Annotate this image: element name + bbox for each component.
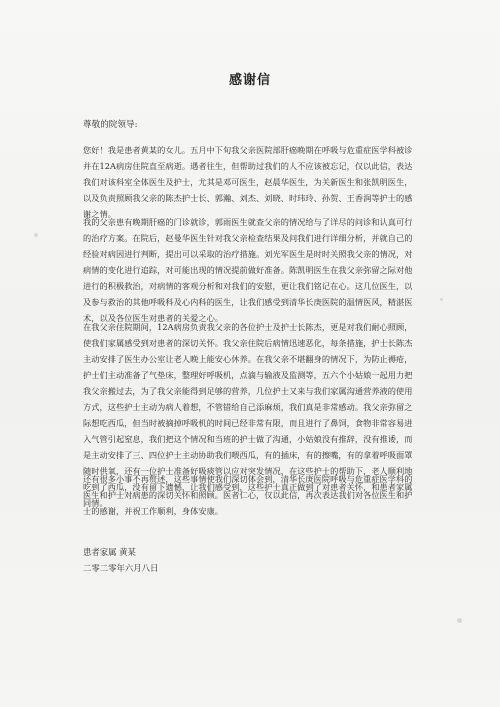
scan-speck	[440, 298, 443, 301]
date: 二零二零年六月八日	[83, 563, 159, 573]
signature: 患者家属 黄某	[83, 547, 136, 557]
paragraph-3: 在我父亲住院期间，12A病房负责我父亲的各位护士及护士长陈杰，更是对我们耐心照顾，使我们家属感受到对患者的深切关怀。我父亲住院后病情迅速恶化，每条措施，护士长陈杰主动安排了医生办公室让老人晚上能安心休养。在我父亲不堪翻身的情况下，为防止褥疮，护士们主动准备了气垫床，整理好呼吸机，点滴与输液及监测等，五六个小姑娘一起用力把我父亲搬过去，为了我父亲能得到足够的营养，几位护士又来与我们家属沟通营养液的使用方式，这些护士主动为病人着想，不管错给自己添麻烦，我们真是非常感动。我父亲弥留之际想吃西瓜，但当时被摘掉呼吸机的时间已经非常有限，而且进行了鼻饲，食物非常容易进入气管引起窒息，我们把这个情况和当班的护士做了沟通，小姑娘没有推辞，没有推诿，而是主动安排了三、四位护士主动协助我们喂西瓜，有的插床，有的擦嘴，有的拿着呼吸面罩随时供氧，还有一位护士准备好吸痰管以应对突发情况，在这些护士的帮助下，老人顺利地吃到了西瓜，没有留下遗憾，让我们感受到，这些护士真正做到了对患者关怀，和患者家属同情。	[83, 322, 413, 508]
salutation: 尊敬的院领导:	[83, 120, 138, 130]
scan-speck	[457, 618, 462, 623]
paragraph-2: 我的父亲患有晚期肝癌的门诊就诊，郭雨医生就查父亲的情况给与了详尽的问诊和认真可行的治疗方案。在院后，赵曼华医生针对我父亲检查结果及问我们进行详细分析，并就自己的经验对病因进行判断，提出可以采取的治疗措施。刘光军医生是时时关照我父亲的情况，对病情的变化进行追踪，对可能出现的情况提前做好准备。陈凯明医生在我父亲弥留之际对他进行的积极救治，对病情的客观分析和对我们的安慰，更让我们铭记在心。这几位医生，以及参与救治的其他呼吸科及心内科的医生，让我们感受到清华长庚医院的温情医风，精湛医术，以及各位医生对患者的关爱之心。	[83, 217, 413, 323]
document-title: 感谢信	[228, 73, 271, 88]
paragraph-4: 还有很多小事不再赘述，这些事情使我们深切体会到，清华长庚医院呼吸与危重症医学科的医生和护士对病患的深切关怀和照顾。医者仁心，仅以此信，再次表达我们对各位医生和护士的感谢，并祝工作顺利，身体安康。	[83, 474, 413, 516]
paragraph-1: 您好！我是患者黄某的女儿。五月中下旬我父亲医院部肝癌晚期在呼吸与危重症医学科被诊并在12A病房住院直至病逝。遇者往生，但帮助过我们的人不应该被忘记，仅以此信，表达我们对该科室全体医生及护士，尤其是邓可医生，赵晨华医生，为关新医生和张凯明医生，以及负责照顾我父亲的陈杰护士长、郭瀚、刘杰、刘晓、时玮玲、孙贺、王香润等护士的感谢之情。	[83, 145, 413, 219]
scan-speck	[34, 233, 38, 237]
